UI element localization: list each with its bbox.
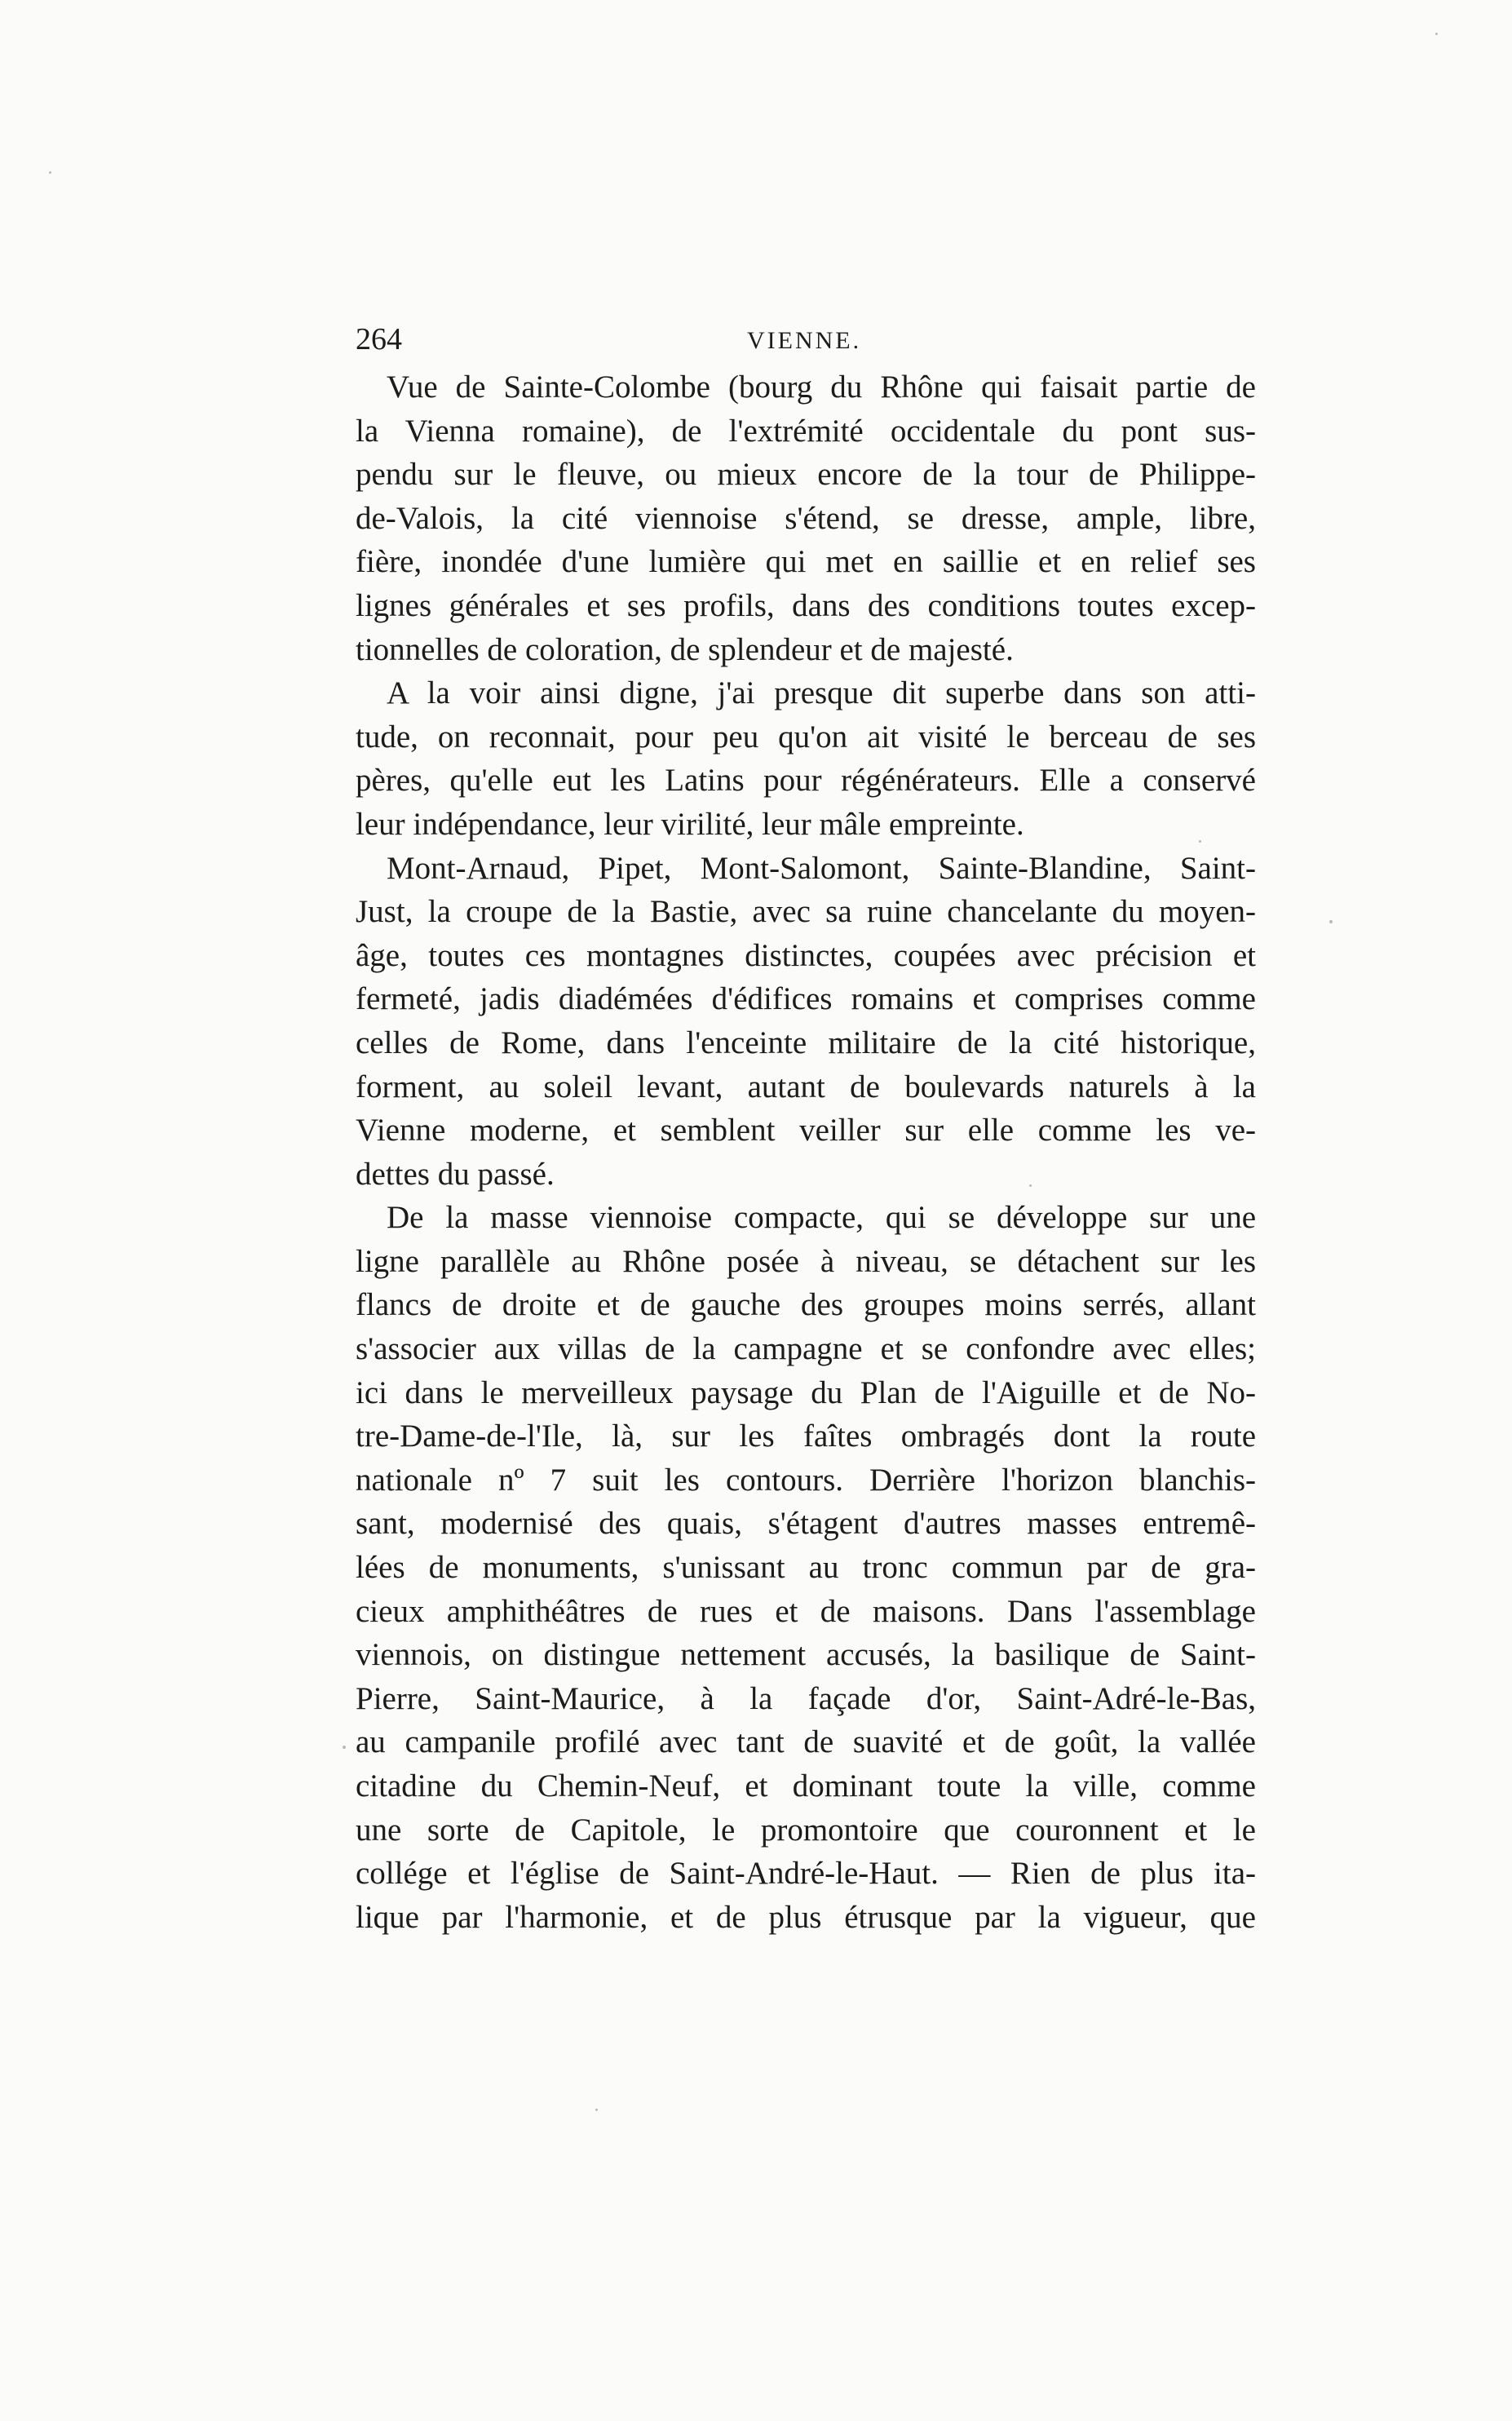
text-line: pères, qu'elle eut les Latins pour régénérateurs. Elle a conservé — [356, 763, 1256, 799]
text-line: A la voir ainsi digne, j'ai presque dit superbe dans son atti- — [387, 675, 1256, 711]
text-line: leur indépendance, leur virilité, leur mâle empreinte. — [356, 806, 1024, 842]
paragraph-1 — [356, 365, 1256, 671]
text-line: tre-Dame-de-l'Ile, là, sur les faîtes ombragés dont la route — [356, 1419, 1256, 1454]
scan-speck — [49, 171, 51, 174]
text-line: tude, on reconnait, pour peu qu'on ait visité le berceau de ses — [356, 719, 1256, 755]
text-line: de-Valois, la cité viennoise s'étend, se dresse, ample, libre, — [356, 500, 1256, 536]
scan-speck — [1029, 1184, 1032, 1187]
text-line: Vue de Sainte-Colombe (bourg du Rhône qui faisait partie de — [387, 370, 1256, 405]
paragraph-4 — [356, 1196, 1256, 1939]
text-line: viennois, on distingue nettement accusés, la basilique de Saint- — [356, 1637, 1256, 1673]
text-line: Mont-Arnaud, Pipet, Mont-Salomont, Sainte-Blandine, Saint- — [387, 850, 1256, 886]
scan-speck — [1435, 33, 1438, 35]
scan-speck — [1329, 920, 1333, 923]
text-line: celles de Rome, dans l'enceinte militaire de la cité historique, — [356, 1025, 1256, 1060]
text-line: citadine du Chemin-Neuf, et dominant toute la ville, comme — [356, 1768, 1256, 1804]
text-line: s'associer aux villas de la campagne et se confondre avec elles; — [356, 1331, 1256, 1367]
text-line: cieux amphithéâtres de rues et de maisons. Dans l'assemblage — [356, 1593, 1256, 1629]
text-line: fière, inondée d'une lumière qui met en saillie et en relief ses — [356, 544, 1256, 580]
text-line: dettes du passé. — [356, 1156, 555, 1192]
text-line: Pierre, Saint-Maurice, à la façade d'or, Saint-Adré-le-Bas, — [356, 1680, 1256, 1716]
page-number: 264 — [356, 322, 402, 356]
text-line: flancs de droite et de gauche des groupes moins serrés, allant — [356, 1287, 1256, 1323]
paragraph-3 — [356, 847, 1256, 1197]
text-line: ici dans le merveilleux paysage du Plan de l'Aiguille et de No- — [356, 1374, 1256, 1410]
text-line: De la masse viennoise compacte, qui se développe sur une — [387, 1200, 1256, 1236]
text-line: une sorte de Capitole, le promontoire que couronnent et le — [356, 1812, 1256, 1848]
text-line: forment, au soleil levant, autant de boulevards naturels à la — [356, 1069, 1256, 1104]
paragraph-2 — [356, 671, 1256, 846]
scan-speck — [595, 2109, 598, 2111]
text-line: Just, la croupe de la Bastie, avec sa ruine chancelante du moyen- — [356, 894, 1256, 930]
text-line: fermeté, jadis diadémées d'édifices romains et comprises comme — [356, 981, 1256, 1017]
body-text — [356, 365, 1256, 1939]
text-line: lées de monuments, s'unissant au tronc commun par de gra- — [356, 1550, 1256, 1586]
text-line: collége et l'église de Saint-André-le-Haut. — Rien de plus ita- — [356, 1856, 1256, 1892]
page-header — [356, 315, 1290, 364]
text-line: âge, toutes ces montagnes distinctes, coupées avec précision et — [356, 937, 1256, 973]
scan-speck — [1199, 840, 1201, 843]
text-line: lique par l'harmonie, et de plus étrusque par la vigueur, que — [356, 1899, 1256, 1935]
text-line: Vienne moderne, et semblent veiller sur elle comme les ve- — [356, 1113, 1256, 1149]
scan-speck — [343, 1746, 346, 1749]
text-line: lignes générales et ses profils, dans des conditions toutes excep- — [356, 587, 1256, 623]
running-head: VIENNE. — [747, 327, 862, 354]
text-line: tionnelles de coloration, de splendeur et de majesté. — [356, 631, 1014, 667]
text-line: nationale nº 7 suit les contours. Derrière l'horizon blanchis- — [356, 1462, 1256, 1498]
text-line: ligne parallèle au Rhône posée à niveau, se détachent sur les — [356, 1243, 1256, 1279]
text-line: au campanile profilé avec tant de suavité et de goût, la vallée — [356, 1724, 1256, 1760]
text-line: la Vienna romaine), de l'extrémité occidentale du pont sus- — [356, 413, 1256, 449]
text-line: sant, modernisé des quais, s'étagent d'autres masses entremê- — [356, 1506, 1256, 1542]
text-line: pendu sur le fleuve, ou mieux encore de la tour de Philippe- — [356, 457, 1256, 493]
